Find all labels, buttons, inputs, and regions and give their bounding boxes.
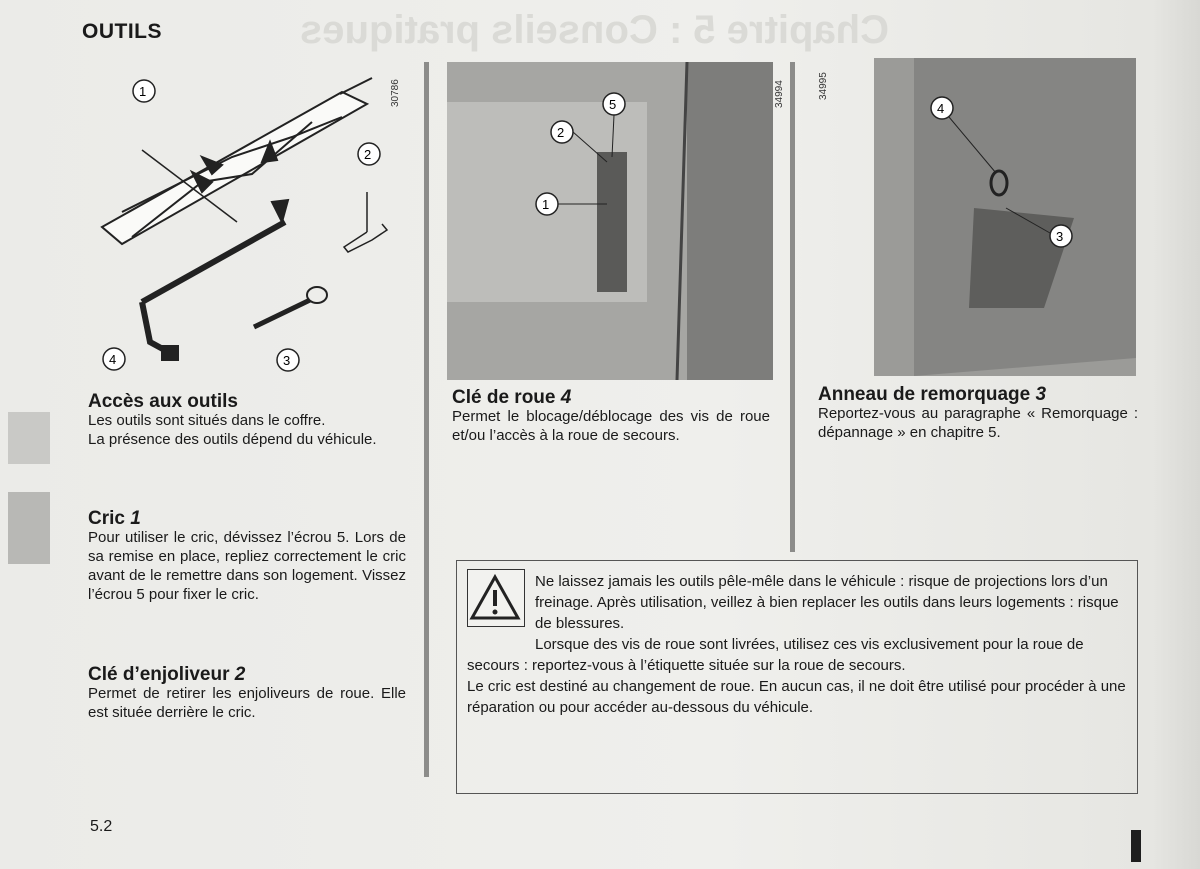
section-cle-roue [452, 388, 770, 445]
page-edge-marker [1131, 830, 1141, 862]
paragraph: Pour utiliser le cric, dévissez l’écrou 5. Lors de sa remise en place, repliez correctement le cric avant de le remettre dans son logement. Vissez l’écrou 5 pour fixer le cric. [88, 529, 406, 603]
callout-4: 4 [937, 101, 945, 116]
warning-triangle-icon [467, 569, 525, 627]
section-title: Cric 1 [88, 508, 141, 529]
callout-3: 3 [1056, 229, 1064, 244]
column-divider [790, 62, 795, 552]
bleed-through-text: Chapitre 5 : Conseils pratiques [300, 8, 890, 52]
page-number: 5.2 [90, 818, 113, 835]
warning-box [456, 560, 1138, 794]
section-enjoliveur [88, 665, 406, 722]
warning-paragraph-1: Ne laissez jamais les outils pêle-mêle dans le véhicule : risque de projections lors d’un freinage. Après utilisation, veillez à bien replacer les outils dans leurs logements : risque de blessures. [535, 573, 1119, 632]
tools-illustration [82, 62, 412, 382]
callout-5: 5 [609, 97, 617, 112]
callout-3: 3 [283, 353, 291, 368]
page-title: OUTILS [82, 20, 162, 43]
jack-body [102, 92, 367, 244]
warning-paragraph-2: Lorsque des vis de roue sont livrées, utilisez ces vis exclusivement pour la roue de secours : reportez-vous à l’étiquette située sur la roue de secours. [467, 636, 1084, 674]
paragraph: Permet de retirer les enjoliveurs de roue. Elle est située derrière le cric. [88, 685, 406, 721]
paragraph: Les outils sont situés dans le coffre. [88, 412, 326, 429]
wheel-key-photo [447, 62, 773, 380]
chapter-tab [8, 412, 50, 464]
callout-1: 1 [542, 197, 550, 212]
section-title: Anneau de remorquage 3 [818, 384, 1047, 405]
callout-2: 2 [557, 125, 565, 140]
section-acces [88, 392, 406, 449]
figure-ref: 30786 [390, 79, 401, 107]
section-cric [88, 509, 406, 604]
section-anneau [818, 385, 1138, 442]
callout-2: 2 [364, 147, 372, 162]
tools-drawing [82, 62, 412, 382]
figure-ref: 34995 [818, 72, 829, 100]
section-title: Accès aux outils [88, 391, 238, 412]
towing-ring-photo [874, 58, 1136, 376]
chapter-tab-active [8, 492, 50, 564]
section-title: Clé d’enjoliveur 2 [88, 664, 246, 685]
paragraph: Permet le blocage/déblocage des vis de roue et/ou l’accès à la roue de secours. [452, 408, 770, 444]
callout-4: 4 [109, 352, 117, 367]
paragraph: Reportez-vous au paragraphe « Remorquage : dépannage » en chapitre 5. [818, 405, 1138, 441]
paragraph: La présence des outils dépend du véhicule. [88, 431, 377, 448]
figure-ref: 34994 [774, 80, 785, 108]
column-divider [424, 62, 429, 777]
warning-paragraph-3: Le cric est destiné au changement de roue. En aucun cas, il ne doit être utilisé pour procéder à une réparation ou pour accéder au-dessous du véhicule. [467, 678, 1126, 716]
callout-1: 1 [139, 84, 147, 99]
section-title: Clé de roue 4 [452, 387, 572, 408]
